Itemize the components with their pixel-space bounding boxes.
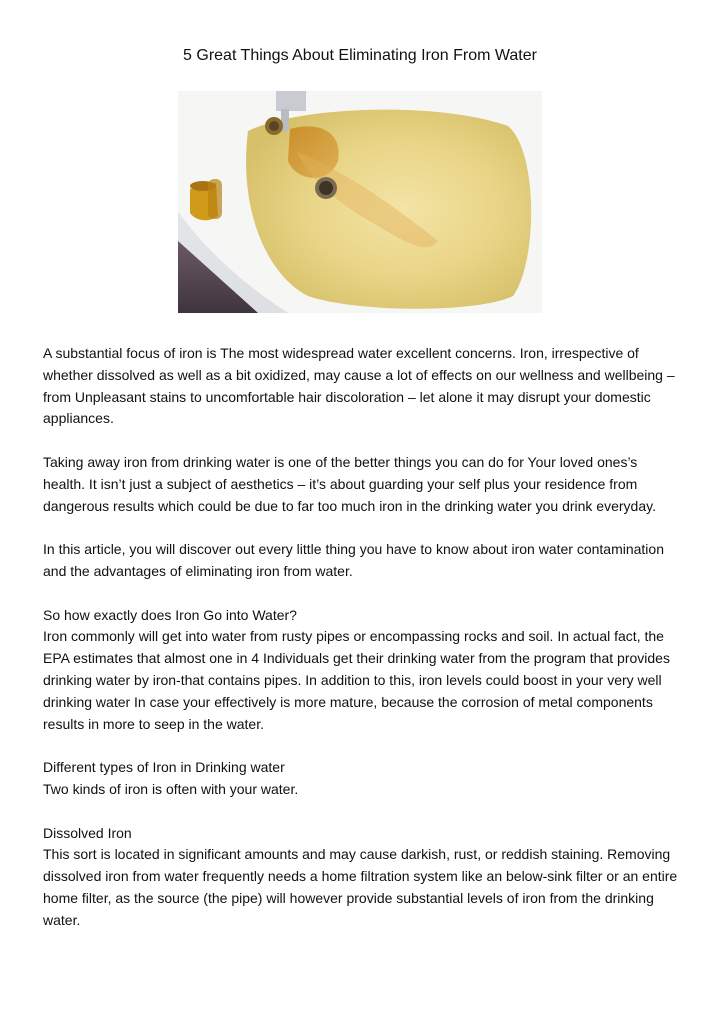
page-title: 5 Great Things About Eliminating Iron From Water <box>183 47 537 64</box>
stained-bathtub-photo <box>178 91 542 313</box>
paragraph: This sort is located in significant amounts and may cause darkish, rust, or reddish staining. Removing dissolved iron from water frequently needs a home filtration system like an below-sink filter or an entire home filter, as the source (the pipe) will however provide substantial levels of iron from the drinking water. <box>43 846 678 928</box>
paragraph: Iron commonly will get into water from rusty pipes or encompassing rocks and soil. In actual fact, the EPA estimates that almost one in 4 Individuals get their drinking water from the program that provides drinking water by iron-that contains pipes. In addition to this, iron levels could boost in your very well drinking water In case your effectively is more mature, because the corrosion of metal components results in more to seep in the water. <box>43 628 670 732</box>
paragraph: Taking away iron from drinking water is one of the better things you can do for Your loved ones’s health. It isn’t just a subject of aesthetics – it’s about guarding your self plus your residence from dangerous results which could be due to far too much iron in the drinking water you drink everyday. <box>43 453 656 514</box>
section-heading: Different types of Iron in Drinking water <box>43 759 285 776</box>
paragraph: Two kinds of iron is often with your water. <box>43 780 299 797</box>
article-body <box>43 343 683 953</box>
paragraph: A substantial focus of iron is The most widespread water excellent concerns. Iron, irrespective of whether dissolved as well as a bit oxidized, may cause a lot of effects on our wellness and wellbeing – from Unpleasant stains to uncomfortable hair discoloration – let alone it may disrupt your domestic appliances. <box>43 345 675 427</box>
paragraph: In this article, you will discover out every little thing you have to know about iron water contamination and the advantages of eliminating iron from water. <box>43 541 664 579</box>
section-heading: So how exactly does Iron Go into Water? <box>43 606 297 623</box>
section-heading: Dissolved Iron <box>43 824 132 841</box>
